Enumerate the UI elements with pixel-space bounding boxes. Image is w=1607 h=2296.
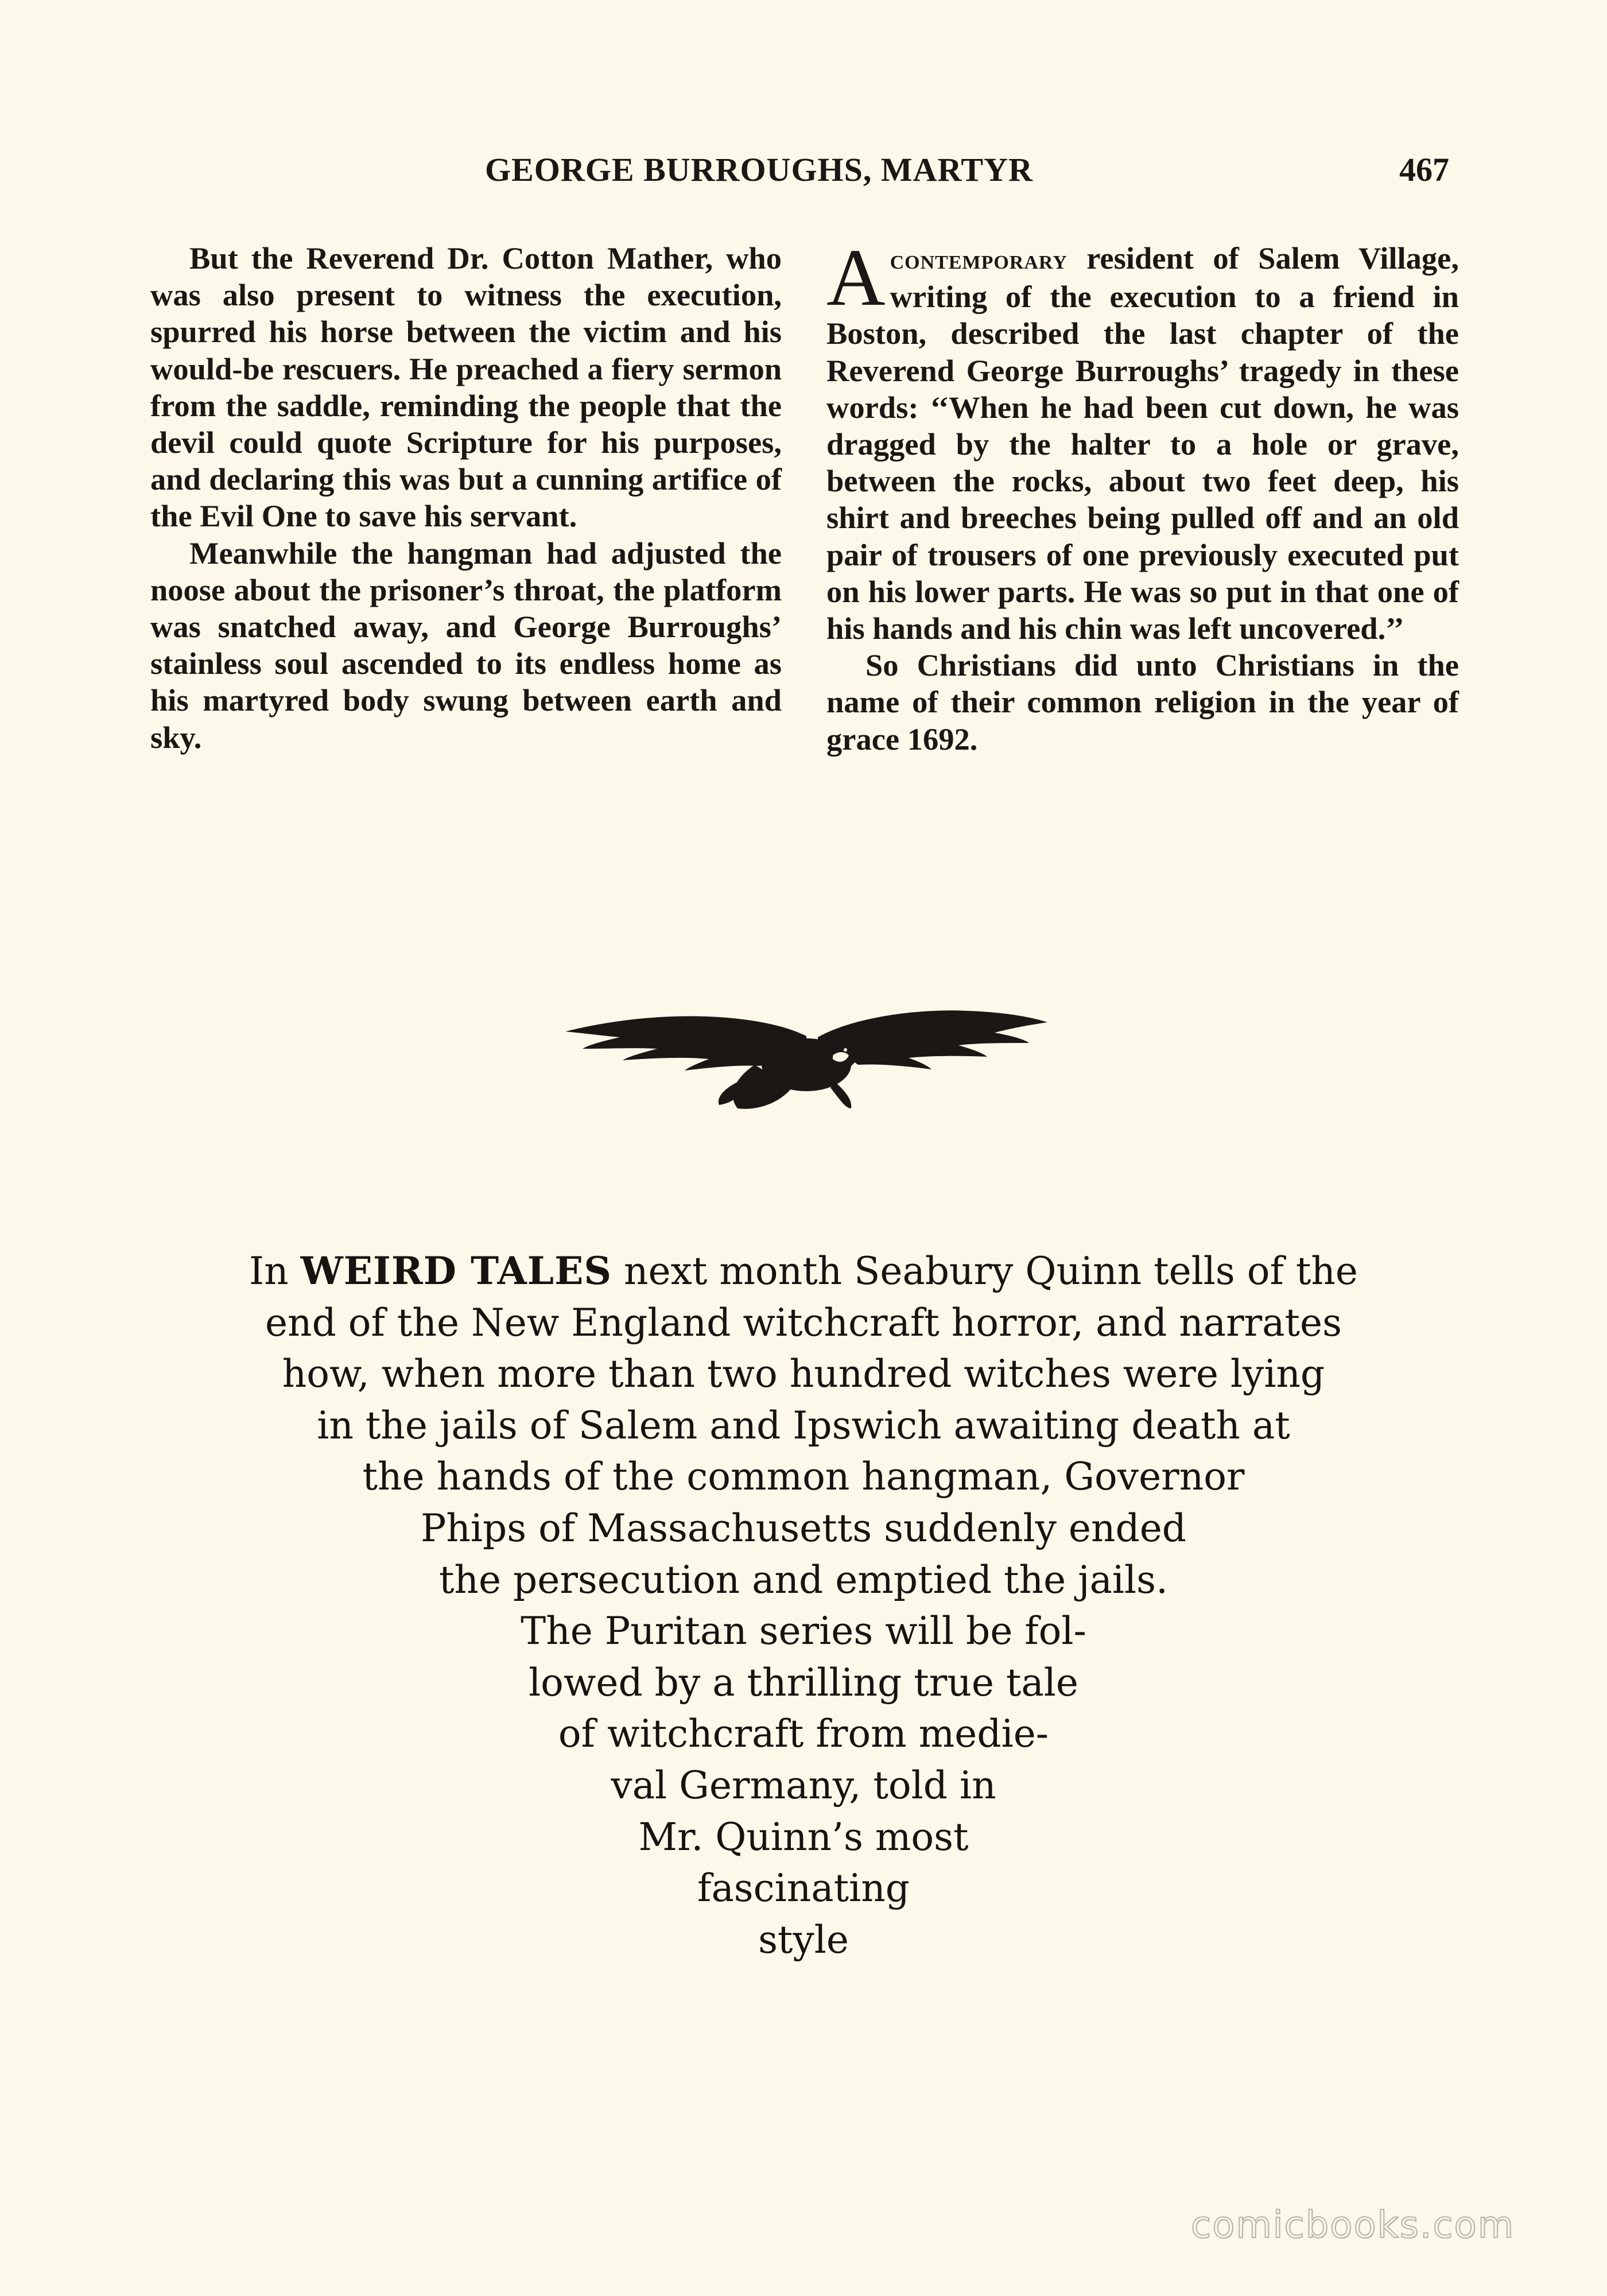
lead-small-caps: contemporary bbox=[890, 245, 1068, 275]
blurb-line: the persecution and emptied the jails. bbox=[438, 1557, 1169, 1602]
running-head: GEORGE BURROUGHS, MARTYR bbox=[485, 151, 1033, 188]
paragraph-hangman: Meanwhile the hangman had adjusted the noose about the prisoner’s throat, the platform was snatched away, and George Burroughs’ stainless soul ascended to its endless home as his martyred body swung between earth and sky. bbox=[150, 535, 782, 755]
right-column bbox=[826, 232, 1459, 758]
left-column bbox=[150, 240, 782, 756]
site-watermark: comicbooks.com bbox=[1191, 2204, 1515, 2247]
blurb-line: fascinating bbox=[697, 1866, 910, 1911]
blurb-line: style bbox=[758, 1917, 849, 1962]
paragraph-mather-sermon: But the Reverend Dr. Cotton Mather, who was also present to witness the execution, spurred his horse between the victim and his would-be rescuers. He preached a fiery sermon from the saddle, reminding the people that the devil could quote Scripture for his purposes, and declaring this was but a cunning artifice of the Evil One to save his servant. bbox=[150, 241, 782, 534]
paragraph-christians: So Christians did unto Christians in the name of their common religion in the year of grace 1692. bbox=[826, 647, 1459, 757]
blurb-line: The Puritan series will be fol- bbox=[521, 1609, 1086, 1654]
blurb-line: Phips of Massachusetts suddenly ended bbox=[420, 1506, 1187, 1550]
blurb-lead: In bbox=[249, 1249, 301, 1293]
next-month-blurb bbox=[115, 1246, 1492, 1965]
page-number: 467 bbox=[1399, 151, 1449, 188]
paragraph-contemporary-account bbox=[826, 232, 1459, 647]
blurb-line: how, when more than two hundred witches were lying bbox=[282, 1352, 1325, 1397]
blurb-first-line-rest: next month Seabury Quinn tells of the bbox=[612, 1249, 1358, 1293]
blurb-line: of witchcraft from medie- bbox=[558, 1712, 1049, 1756]
blurb-line: in the jails of Salem and Ipswich awaiting death at bbox=[317, 1403, 1290, 1448]
blurb-line: end of the New England witchcraft horror, and narrates bbox=[265, 1300, 1342, 1345]
blurb-line: the hands of the common hangman, Governor bbox=[362, 1455, 1245, 1499]
magazine-title: WEIRD TALES bbox=[300, 1248, 612, 1293]
drop-cap: A bbox=[826, 232, 886, 323]
eagle-icon bbox=[565, 996, 1047, 1116]
paragraph-contemporary-account-text: resident of Salem Village, writing of the execution to a friend in Boston, described the last chapter of the Reverend George Burroughs’ tragedy in these words: ‘‘When he had been cut down, he was dragged by the halter to a hole or grave, between the rocks, about two feet deep, his shirt and breeches being pulled off and an old pair of trousers of one previously executed put on his lower parts. He was so put in that one of his hands and his chin was left uncovered.’’ bbox=[826, 241, 1459, 646]
blurb-line: val Germany, told in bbox=[611, 1763, 996, 1808]
blurb-line bbox=[115, 1246, 1492, 1297]
blurb-line: Mr. Quinn’s most bbox=[638, 1814, 969, 1859]
blurb-line: lowed by a thrilling true tale bbox=[529, 1660, 1078, 1705]
